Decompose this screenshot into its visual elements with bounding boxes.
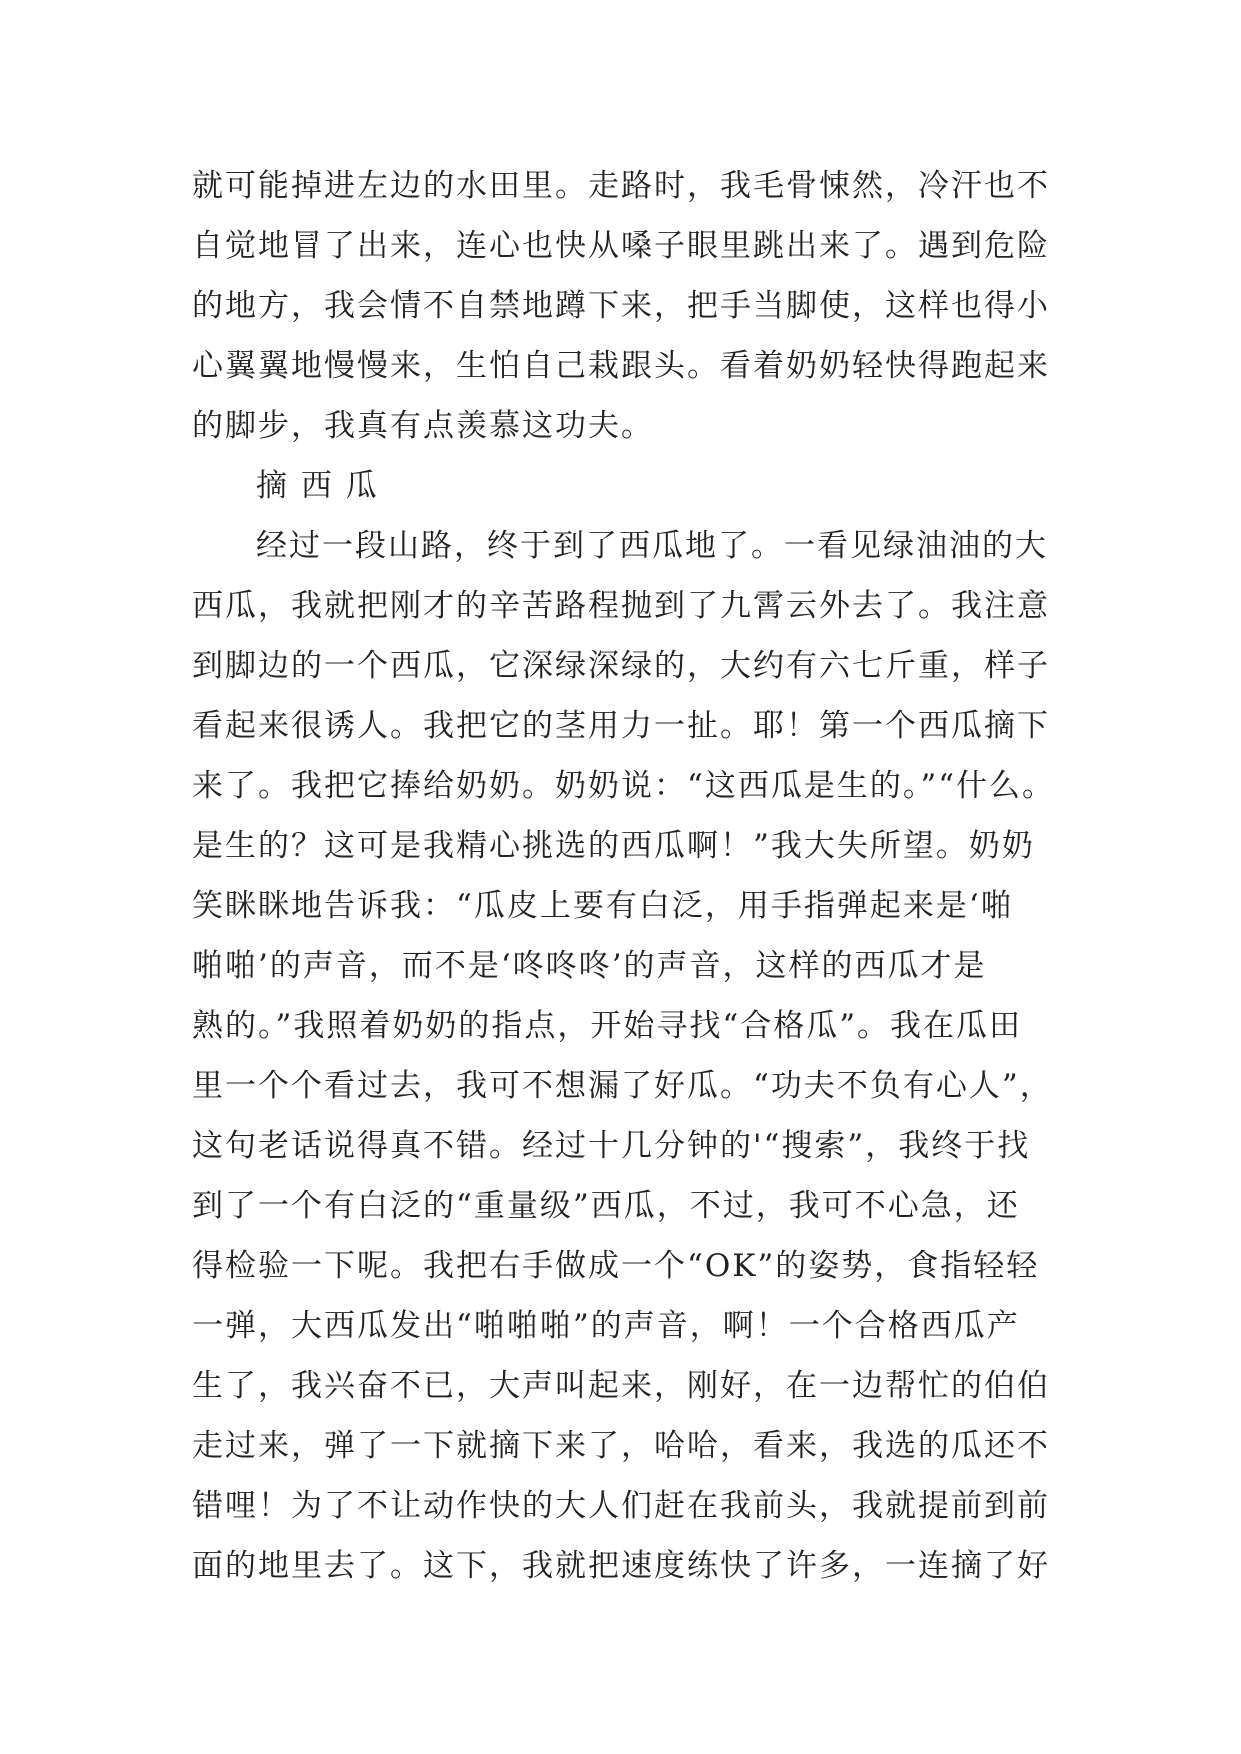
text-line: 熟的。”我照着奶奶的指点，开始寻找“合格瓜”。我在瓜田 [192, 1008, 1023, 1044]
text-line: 自觉地冒了出来，连心也快从嗓子眼里跳出来了。遇到危险 [192, 228, 1050, 264]
text-line: 的地方，我会情不自禁地蹲下来，把手当脚使，这样也得小 [192, 288, 1050, 324]
text-line: 经过一段山路，终于到了西瓜地了。一看见绿油油的大 [256, 528, 1048, 564]
text-line: 西瓜，我就把刚才的辛苦路程抛到了九霄云外去了。我注意 [192, 588, 1050, 624]
text-line: 面的地里去了。这下，我就把速度练快了许多，一连摘了好 [192, 1548, 1050, 1584]
text-line: 来了。我把它捧给奶奶。奶奶说：“这西瓜是生的。”“什么。 [192, 768, 1056, 804]
text-line: 错哩！为了不让动作快的大人们赶在我前头，我就提前到前 [192, 1488, 1050, 1524]
text-line: 里一个个看过去，我可不想漏了好瓜。“功夫不负有心人”， [192, 1068, 1053, 1104]
text-line: 啪啪’的声音，而不是‘咚咚咚’的声音，这样的西瓜才是 [192, 948, 987, 984]
text-line: 一弹，大西瓜发出“啪啪啪”的声音，啊！一个合格西瓜产 [192, 1308, 1020, 1344]
text-line: 是生的？这可是我精心挑选的西瓜啊！”我大失所望。奶奶 [192, 828, 1035, 864]
text-line: 生了，我兴奋不已，大声叫起来，刚好，在一边帮忙的伯伯 [192, 1368, 1050, 1404]
text-line: 走过来，弹了一下就摘下来了，哈哈，看来，我选的瓜还不 [192, 1428, 1050, 1464]
text-line: 笑眯眯地告诉我：“瓜皮上要有白泛，用手指弹起来是‘啪 [192, 888, 1014, 924]
text-line: 到脚边的一个西瓜，它深绿深绿的，大约有六七斤重，样子 [192, 648, 1050, 684]
text-line: 的脚步，我真有点羡慕这功夫。 [192, 408, 654, 444]
body-text [192, 156, 1062, 1596]
text-line: 到了一个有白泛的“重量级”西瓜，不过，我可不心急，还 [192, 1188, 1020, 1224]
text-line: 得检验一下呢。我把右手做成一个“OK”的姿势，食指轻轻 [192, 1248, 1040, 1284]
text-line: 这句老话说得真不错。经过十几分钟的'“搜索”，我终于找 [192, 1128, 1031, 1164]
text-line: 看起来很诱人。我把它的茎用力一扯。耶！第一个西瓜摘下 [192, 708, 1050, 744]
text-line: 心翼翼地慢慢来，生怕自己栽跟头。看着奶奶轻快得跑起来 [192, 348, 1050, 384]
section-heading: 摘 西 瓜 [256, 468, 379, 504]
text-line: 就可能掉进左边的水田里。走路时，我毛骨悚然，冷汗也不 [192, 168, 1050, 204]
